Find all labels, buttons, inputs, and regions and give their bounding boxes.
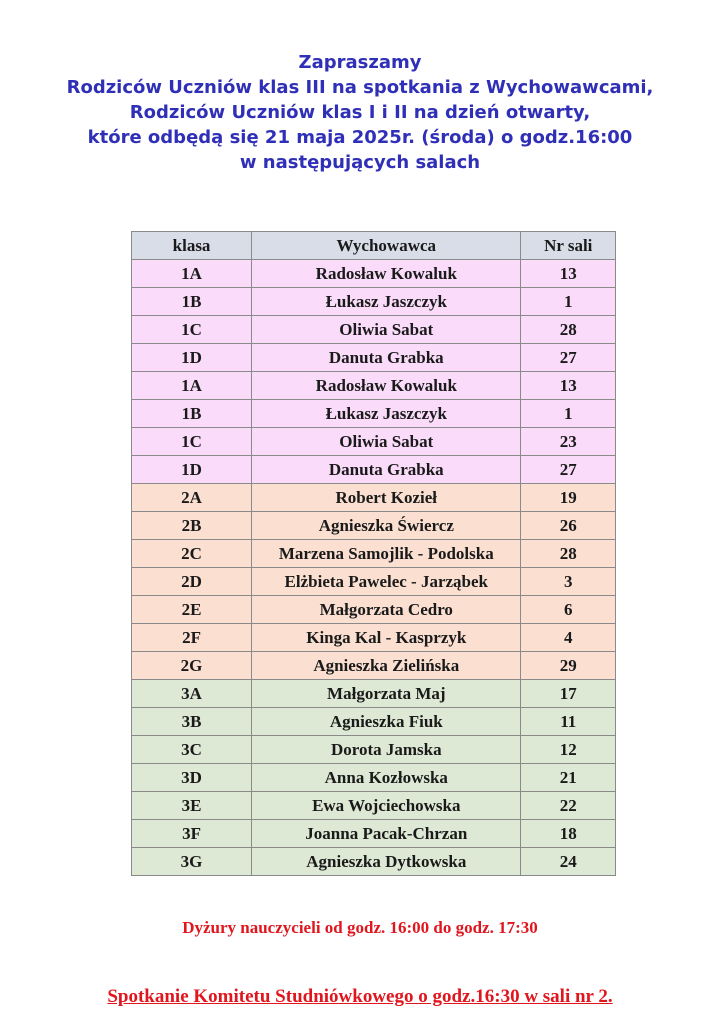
teacher-cell: Oliwia Sabat: [252, 428, 521, 456]
teacher-cell: Danuta Grabka: [252, 344, 521, 372]
table-row: [132, 316, 616, 344]
teacher-cell: Małgorzata Maj: [252, 680, 521, 708]
table-body: [132, 260, 616, 876]
table-row: [132, 372, 616, 400]
class-cell: 3B: [132, 708, 252, 736]
teacher-cell: Agnieszka Świercz: [252, 512, 521, 540]
teacher-cell: Robert Kozieł: [252, 484, 521, 512]
table-row: [132, 512, 616, 540]
teacher-cell: Agnieszka Fiuk: [252, 708, 521, 736]
class-cell: 1C: [132, 428, 252, 456]
room-cell: 28: [521, 316, 616, 344]
class-cell: 2D: [132, 568, 252, 596]
table-row: [132, 260, 616, 288]
class-cell: 3D: [132, 764, 252, 792]
room-cell: 1: [521, 400, 616, 428]
teacher-cell: Anna Kozłowska: [252, 764, 521, 792]
room-cell: 4: [521, 624, 616, 652]
teacher-cell: Radosław Kowaluk: [252, 372, 521, 400]
table-row: [132, 456, 616, 484]
table-row: [132, 736, 616, 764]
room-cell: 19: [521, 484, 616, 512]
table-row: [132, 820, 616, 848]
class-cell: 1B: [132, 400, 252, 428]
room-cell: 3: [521, 568, 616, 596]
room-cell: 29: [521, 652, 616, 680]
table-header-row: [132, 232, 616, 260]
class-cell: 2B: [132, 512, 252, 540]
teacher-cell: Dorota Jamska: [252, 736, 521, 764]
teacher-cell: Małgorzata Cedro: [252, 596, 521, 624]
table-row: [132, 596, 616, 624]
teacher-cell: Łukasz Jaszczyk: [252, 288, 521, 316]
class-cell: 2E: [132, 596, 252, 624]
class-cell: 1B: [132, 288, 252, 316]
heading-line: Rodziców Uczniów klas III na spotkania z Wychowawcami,: [66, 77, 654, 98]
class-cell: 1D: [132, 344, 252, 372]
heading-line: które odbędą się 21 maja 2025r. (środa) o godz.16:00: [87, 127, 633, 148]
teacher-cell: Kinga Kal - Kasprzyk: [252, 624, 521, 652]
room-cell: 6: [521, 596, 616, 624]
class-cell: 2F: [132, 624, 252, 652]
committee-meeting-note: Spotkanie Komitetu Studniówkowego o godz.16:30 w sali nr 2.: [107, 986, 613, 1007]
table-row: [132, 428, 616, 456]
table-row: [132, 792, 616, 820]
room-cell: 24: [521, 848, 616, 876]
table-row: [132, 652, 616, 680]
teacher-cell: Ewa Wojciechowska: [252, 792, 521, 820]
class-cell: 3F: [132, 820, 252, 848]
room-cell: 21: [521, 764, 616, 792]
class-cell: 3E: [132, 792, 252, 820]
teacher-cell: Marzena Samojlik - Podolska: [252, 540, 521, 568]
room-cell: 13: [521, 372, 616, 400]
header-room: Nr sali: [521, 232, 616, 260]
teacher-cell: Oliwia Sabat: [252, 316, 521, 344]
class-cell: 1A: [132, 260, 252, 288]
room-cell: 28: [521, 540, 616, 568]
class-cell: 2A: [132, 484, 252, 512]
class-cell: 3C: [132, 736, 252, 764]
table-row: [132, 568, 616, 596]
table-row: [132, 708, 616, 736]
room-cell: 27: [521, 456, 616, 484]
teacher-cell: Agnieszka Zielińska: [252, 652, 521, 680]
table-row: [132, 624, 616, 652]
room-cell: 11: [521, 708, 616, 736]
class-cell: 1C: [132, 316, 252, 344]
teacher-cell: Łukasz Jaszczyk: [252, 400, 521, 428]
class-cell: 1D: [132, 456, 252, 484]
teacher-cell: Joanna Pacak-Chrzan: [252, 820, 521, 848]
room-cell: 26: [521, 512, 616, 540]
table-row: [132, 484, 616, 512]
room-cell: 13: [521, 260, 616, 288]
header-class: klasa: [132, 232, 252, 260]
header-teacher: Wychowawca: [252, 232, 521, 260]
class-cell: 3G: [132, 848, 252, 876]
table-row: [132, 540, 616, 568]
room-cell: 27: [521, 344, 616, 372]
teacher-room-table: [131, 231, 616, 876]
room-cell: 22: [521, 792, 616, 820]
table-row: [132, 288, 616, 316]
class-cell: 3A: [132, 680, 252, 708]
table-row: [132, 680, 616, 708]
class-cell: 2C: [132, 540, 252, 568]
class-cell: 1A: [132, 372, 252, 400]
room-cell: 17: [521, 680, 616, 708]
teacher-cell: Radosław Kowaluk: [252, 260, 521, 288]
teacher-cell: Elżbieta Pawelec - Jarząbek: [252, 568, 521, 596]
table-row: [132, 764, 616, 792]
heading-line: Rodziców Uczniów klas I i II na dzień otwarty,: [129, 102, 591, 123]
teacher-cell: Danuta Grabka: [252, 456, 521, 484]
heading-line: Zapraszamy: [298, 52, 422, 73]
invitation-heading: [0, 50, 720, 175]
table-row: [132, 848, 616, 876]
class-cell: 2G: [132, 652, 252, 680]
room-cell: 18: [521, 820, 616, 848]
table-row: [132, 344, 616, 372]
room-cell: 1: [521, 288, 616, 316]
duty-hours-note: Dyżury nauczycieli od godz. 16:00 do godz. 17:30: [182, 918, 538, 937]
teacher-cell: Agnieszka Dytkowska: [252, 848, 521, 876]
table-row: [132, 400, 616, 428]
room-cell: 23: [521, 428, 616, 456]
heading-line: w następujących salach: [239, 152, 481, 173]
room-cell: 12: [521, 736, 616, 764]
